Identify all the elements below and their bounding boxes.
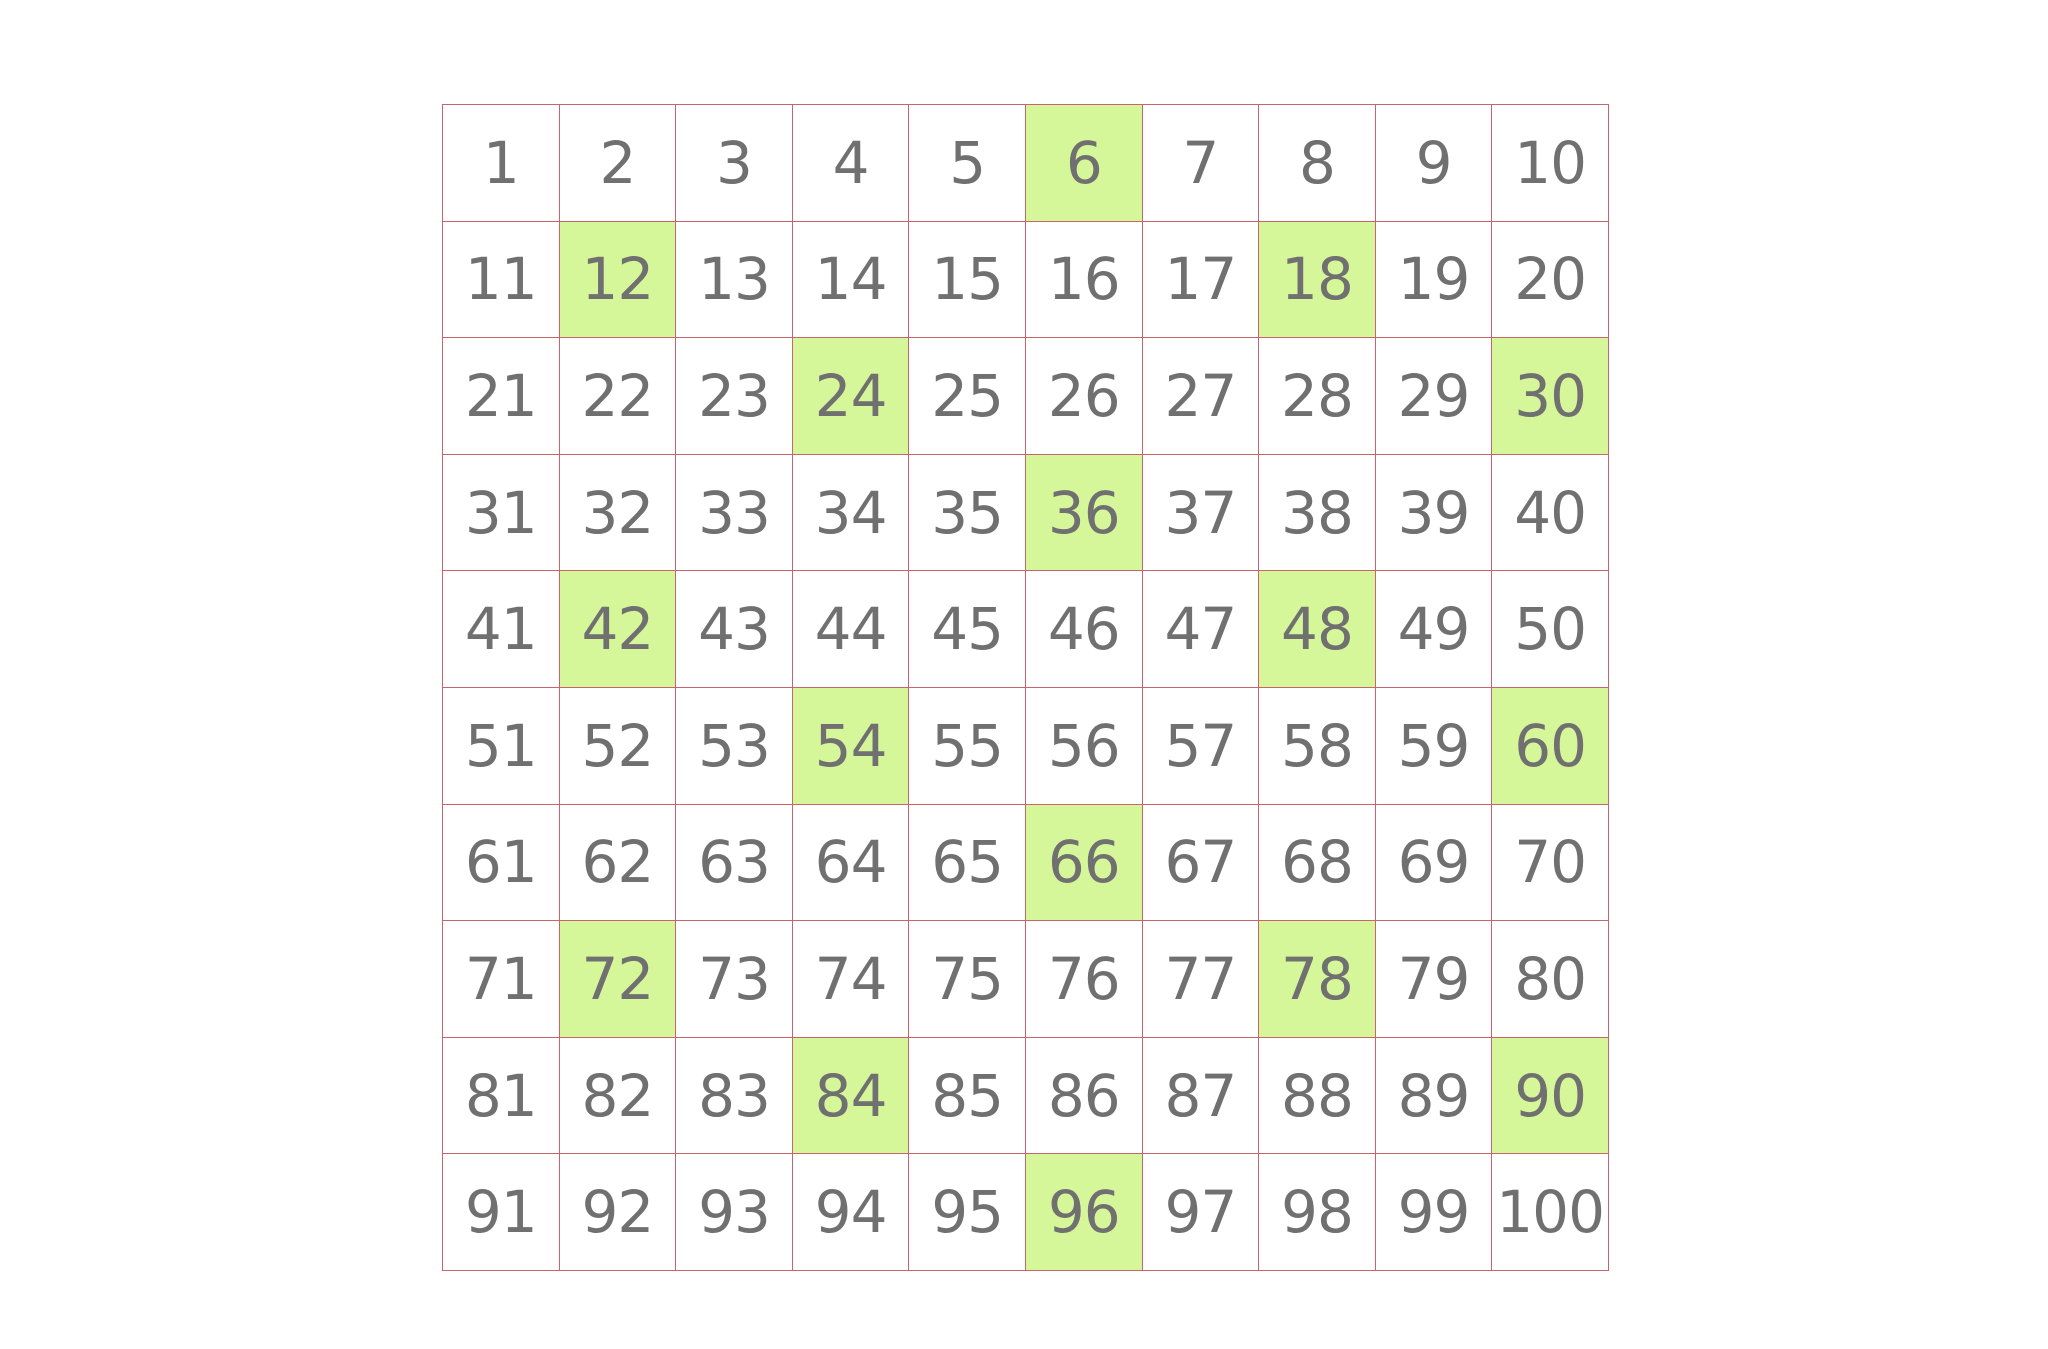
number-cell: 47 <box>1143 571 1260 688</box>
number-cell: 9 <box>1376 105 1493 222</box>
highlighted-number-cell: 42 <box>560 571 677 688</box>
highlighted-number-cell: 36 <box>1026 455 1143 572</box>
number-cell: 52 <box>560 688 677 805</box>
highlighted-number-cell: 90 <box>1492 1038 1609 1155</box>
number-cell: 86 <box>1026 1038 1143 1155</box>
number-cell: 68 <box>1259 805 1376 922</box>
number-cell: 32 <box>560 455 677 572</box>
number-cell: 5 <box>909 105 1026 222</box>
number-cell: 39 <box>1376 455 1493 572</box>
number-cell: 89 <box>1376 1038 1493 1155</box>
number-cell: 65 <box>909 805 1026 922</box>
number-cell: 8 <box>1259 105 1376 222</box>
number-cell: 61 <box>443 805 560 922</box>
number-cell: 82 <box>560 1038 677 1155</box>
number-cell: 11 <box>443 222 560 339</box>
number-cell: 91 <box>443 1154 560 1271</box>
highlighted-number-cell: 24 <box>793 338 910 455</box>
number-cell: 93 <box>676 1154 793 1271</box>
number-cell: 21 <box>443 338 560 455</box>
number-cell: 76 <box>1026 921 1143 1038</box>
number-cell: 77 <box>1143 921 1260 1038</box>
number-cell: 16 <box>1026 222 1143 339</box>
number-cell: 20 <box>1492 222 1609 339</box>
number-cell: 50 <box>1492 571 1609 688</box>
highlighted-number-cell: 60 <box>1492 688 1609 805</box>
number-cell: 88 <box>1259 1038 1376 1155</box>
number-cell: 73 <box>676 921 793 1038</box>
number-cell: 53 <box>676 688 793 805</box>
number-cell: 45 <box>909 571 1026 688</box>
number-cell: 97 <box>1143 1154 1260 1271</box>
number-cell: 81 <box>443 1038 560 1155</box>
number-cell: 87 <box>1143 1038 1260 1155</box>
number-cell: 27 <box>1143 338 1260 455</box>
number-cell: 69 <box>1376 805 1493 922</box>
highlighted-number-cell: 18 <box>1259 222 1376 339</box>
highlighted-number-cell: 48 <box>1259 571 1376 688</box>
number-cell: 83 <box>676 1038 793 1155</box>
highlighted-number-cell: 96 <box>1026 1154 1143 1271</box>
number-cell: 17 <box>1143 222 1260 339</box>
number-cell: 44 <box>793 571 910 688</box>
number-cell: 98 <box>1259 1154 1376 1271</box>
number-cell: 85 <box>909 1038 1026 1155</box>
number-cell: 15 <box>909 222 1026 339</box>
number-cell: 80 <box>1492 921 1609 1038</box>
number-cell: 62 <box>560 805 677 922</box>
number-cell: 14 <box>793 222 910 339</box>
number-cell: 57 <box>1143 688 1260 805</box>
number-cell: 63 <box>676 805 793 922</box>
highlighted-number-cell: 30 <box>1492 338 1609 455</box>
number-cell: 13 <box>676 222 793 339</box>
number-cell: 51 <box>443 688 560 805</box>
number-cell: 67 <box>1143 805 1260 922</box>
number-cell: 4 <box>793 105 910 222</box>
highlighted-number-cell: 84 <box>793 1038 910 1155</box>
number-cell: 23 <box>676 338 793 455</box>
highlighted-number-cell: 66 <box>1026 805 1143 922</box>
number-cell: 43 <box>676 571 793 688</box>
number-cell: 71 <box>443 921 560 1038</box>
number-cell: 10 <box>1492 105 1609 222</box>
number-cell: 46 <box>1026 571 1143 688</box>
number-cell: 22 <box>560 338 677 455</box>
number-cell: 34 <box>793 455 910 572</box>
number-cell: 7 <box>1143 105 1260 222</box>
number-cell: 64 <box>793 805 910 922</box>
number-cell: 100 <box>1492 1154 1609 1271</box>
number-cell: 19 <box>1376 222 1493 339</box>
number-cell: 1 <box>443 105 560 222</box>
number-cell: 94 <box>793 1154 910 1271</box>
number-cell: 92 <box>560 1154 677 1271</box>
number-cell: 35 <box>909 455 1026 572</box>
number-cell: 41 <box>443 571 560 688</box>
number-cell: 56 <box>1026 688 1143 805</box>
number-cell: 29 <box>1376 338 1493 455</box>
number-cell: 99 <box>1376 1154 1493 1271</box>
number-cell: 74 <box>793 921 910 1038</box>
hundreds-chart <box>442 104 1609 1271</box>
number-cell: 79 <box>1376 921 1493 1038</box>
number-cell: 49 <box>1376 571 1493 688</box>
number-cell: 55 <box>909 688 1026 805</box>
number-cell: 28 <box>1259 338 1376 455</box>
highlighted-number-cell: 72 <box>560 921 677 1038</box>
number-cell: 95 <box>909 1154 1026 1271</box>
number-cell: 37 <box>1143 455 1260 572</box>
highlighted-number-cell: 54 <box>793 688 910 805</box>
number-cell: 26 <box>1026 338 1143 455</box>
number-cell: 40 <box>1492 455 1609 572</box>
number-cell: 25 <box>909 338 1026 455</box>
number-cell: 2 <box>560 105 677 222</box>
number-cell: 70 <box>1492 805 1609 922</box>
number-cell: 33 <box>676 455 793 572</box>
number-cell: 3 <box>676 105 793 222</box>
number-cell: 31 <box>443 455 560 572</box>
highlighted-number-cell: 78 <box>1259 921 1376 1038</box>
number-cell: 75 <box>909 921 1026 1038</box>
highlighted-number-cell: 6 <box>1026 105 1143 222</box>
number-cell: 38 <box>1259 455 1376 572</box>
highlighted-number-cell: 12 <box>560 222 677 339</box>
number-cell: 58 <box>1259 688 1376 805</box>
number-cell: 59 <box>1376 688 1493 805</box>
